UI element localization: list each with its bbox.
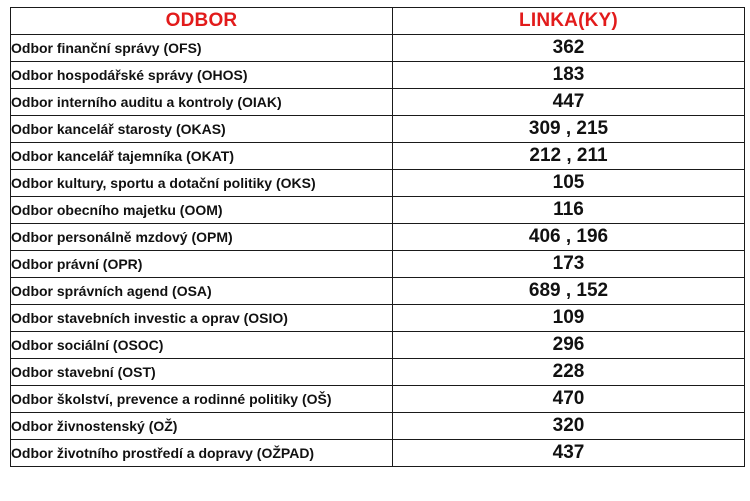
department-name: Odbor kancelář tajemníka (OKAT) xyxy=(11,143,393,170)
extension-number: 447 xyxy=(393,89,745,116)
extension-number: 406 , 196 xyxy=(393,224,745,251)
table-row xyxy=(11,332,745,359)
extension-number: 212 , 211 xyxy=(393,143,745,170)
table-row xyxy=(11,440,745,467)
extension-number: 116 xyxy=(393,197,745,224)
table-row xyxy=(11,62,745,89)
extension-number: 309 , 215 xyxy=(393,116,745,143)
department-name: Odbor sociální (OSOC) xyxy=(11,332,393,359)
table-row xyxy=(11,143,745,170)
extension-number: 437 xyxy=(393,440,745,467)
table-row xyxy=(11,197,745,224)
table-row xyxy=(11,170,745,197)
department-name: Odbor kancelář starosty (OKAS) xyxy=(11,116,393,143)
department-name: Odbor školství, prevence a rodinné politiky (OŠ) xyxy=(11,386,393,413)
department-name: Odbor životního prostředí a dopravy (OŽPAD) xyxy=(11,440,393,467)
header-odbor: ODBOR xyxy=(11,8,393,35)
table-row xyxy=(11,278,745,305)
extension-number: 105 xyxy=(393,170,745,197)
department-name: Odbor personálně mzdový (OPM) xyxy=(11,224,393,251)
table-row xyxy=(11,305,745,332)
department-name: Odbor hospodářské správy (OHOS) xyxy=(11,62,393,89)
department-name: Odbor stavební (OST) xyxy=(11,359,393,386)
extension-number: 470 xyxy=(393,386,745,413)
department-name: Odbor interního auditu a kontroly (OIAK) xyxy=(11,89,393,116)
table-row xyxy=(11,224,745,251)
department-name: Odbor živnostenský (OŽ) xyxy=(11,413,393,440)
header-linka: LINKA(KY) xyxy=(393,8,745,35)
department-name: Odbor správních agend (OSA) xyxy=(11,278,393,305)
table-row xyxy=(11,413,745,440)
table-row xyxy=(11,251,745,278)
extension-number: 183 xyxy=(393,62,745,89)
department-name: Odbor stavebních investic a oprav (OSIO) xyxy=(11,305,393,332)
extension-number: 228 xyxy=(393,359,745,386)
table-row xyxy=(11,359,745,386)
table-row xyxy=(11,89,745,116)
extension-number: 296 xyxy=(393,332,745,359)
extension-number: 173 xyxy=(393,251,745,278)
department-name: Odbor finanční správy (OFS) xyxy=(11,35,393,62)
extension-number: 689 , 152 xyxy=(393,278,745,305)
department-name: Odbor obecního majetku (OOM) xyxy=(11,197,393,224)
table-header-row xyxy=(11,8,745,35)
extension-number: 109 xyxy=(393,305,745,332)
department-name: Odbor právní (OPR) xyxy=(11,251,393,278)
table-row xyxy=(11,35,745,62)
table-row xyxy=(11,116,745,143)
table-row xyxy=(11,386,745,413)
department-extension-table xyxy=(10,7,745,467)
extension-number: 320 xyxy=(393,413,745,440)
department-name: Odbor kultury, sportu a dotační politiky (OKS) xyxy=(11,170,393,197)
extension-number: 362 xyxy=(393,35,745,62)
